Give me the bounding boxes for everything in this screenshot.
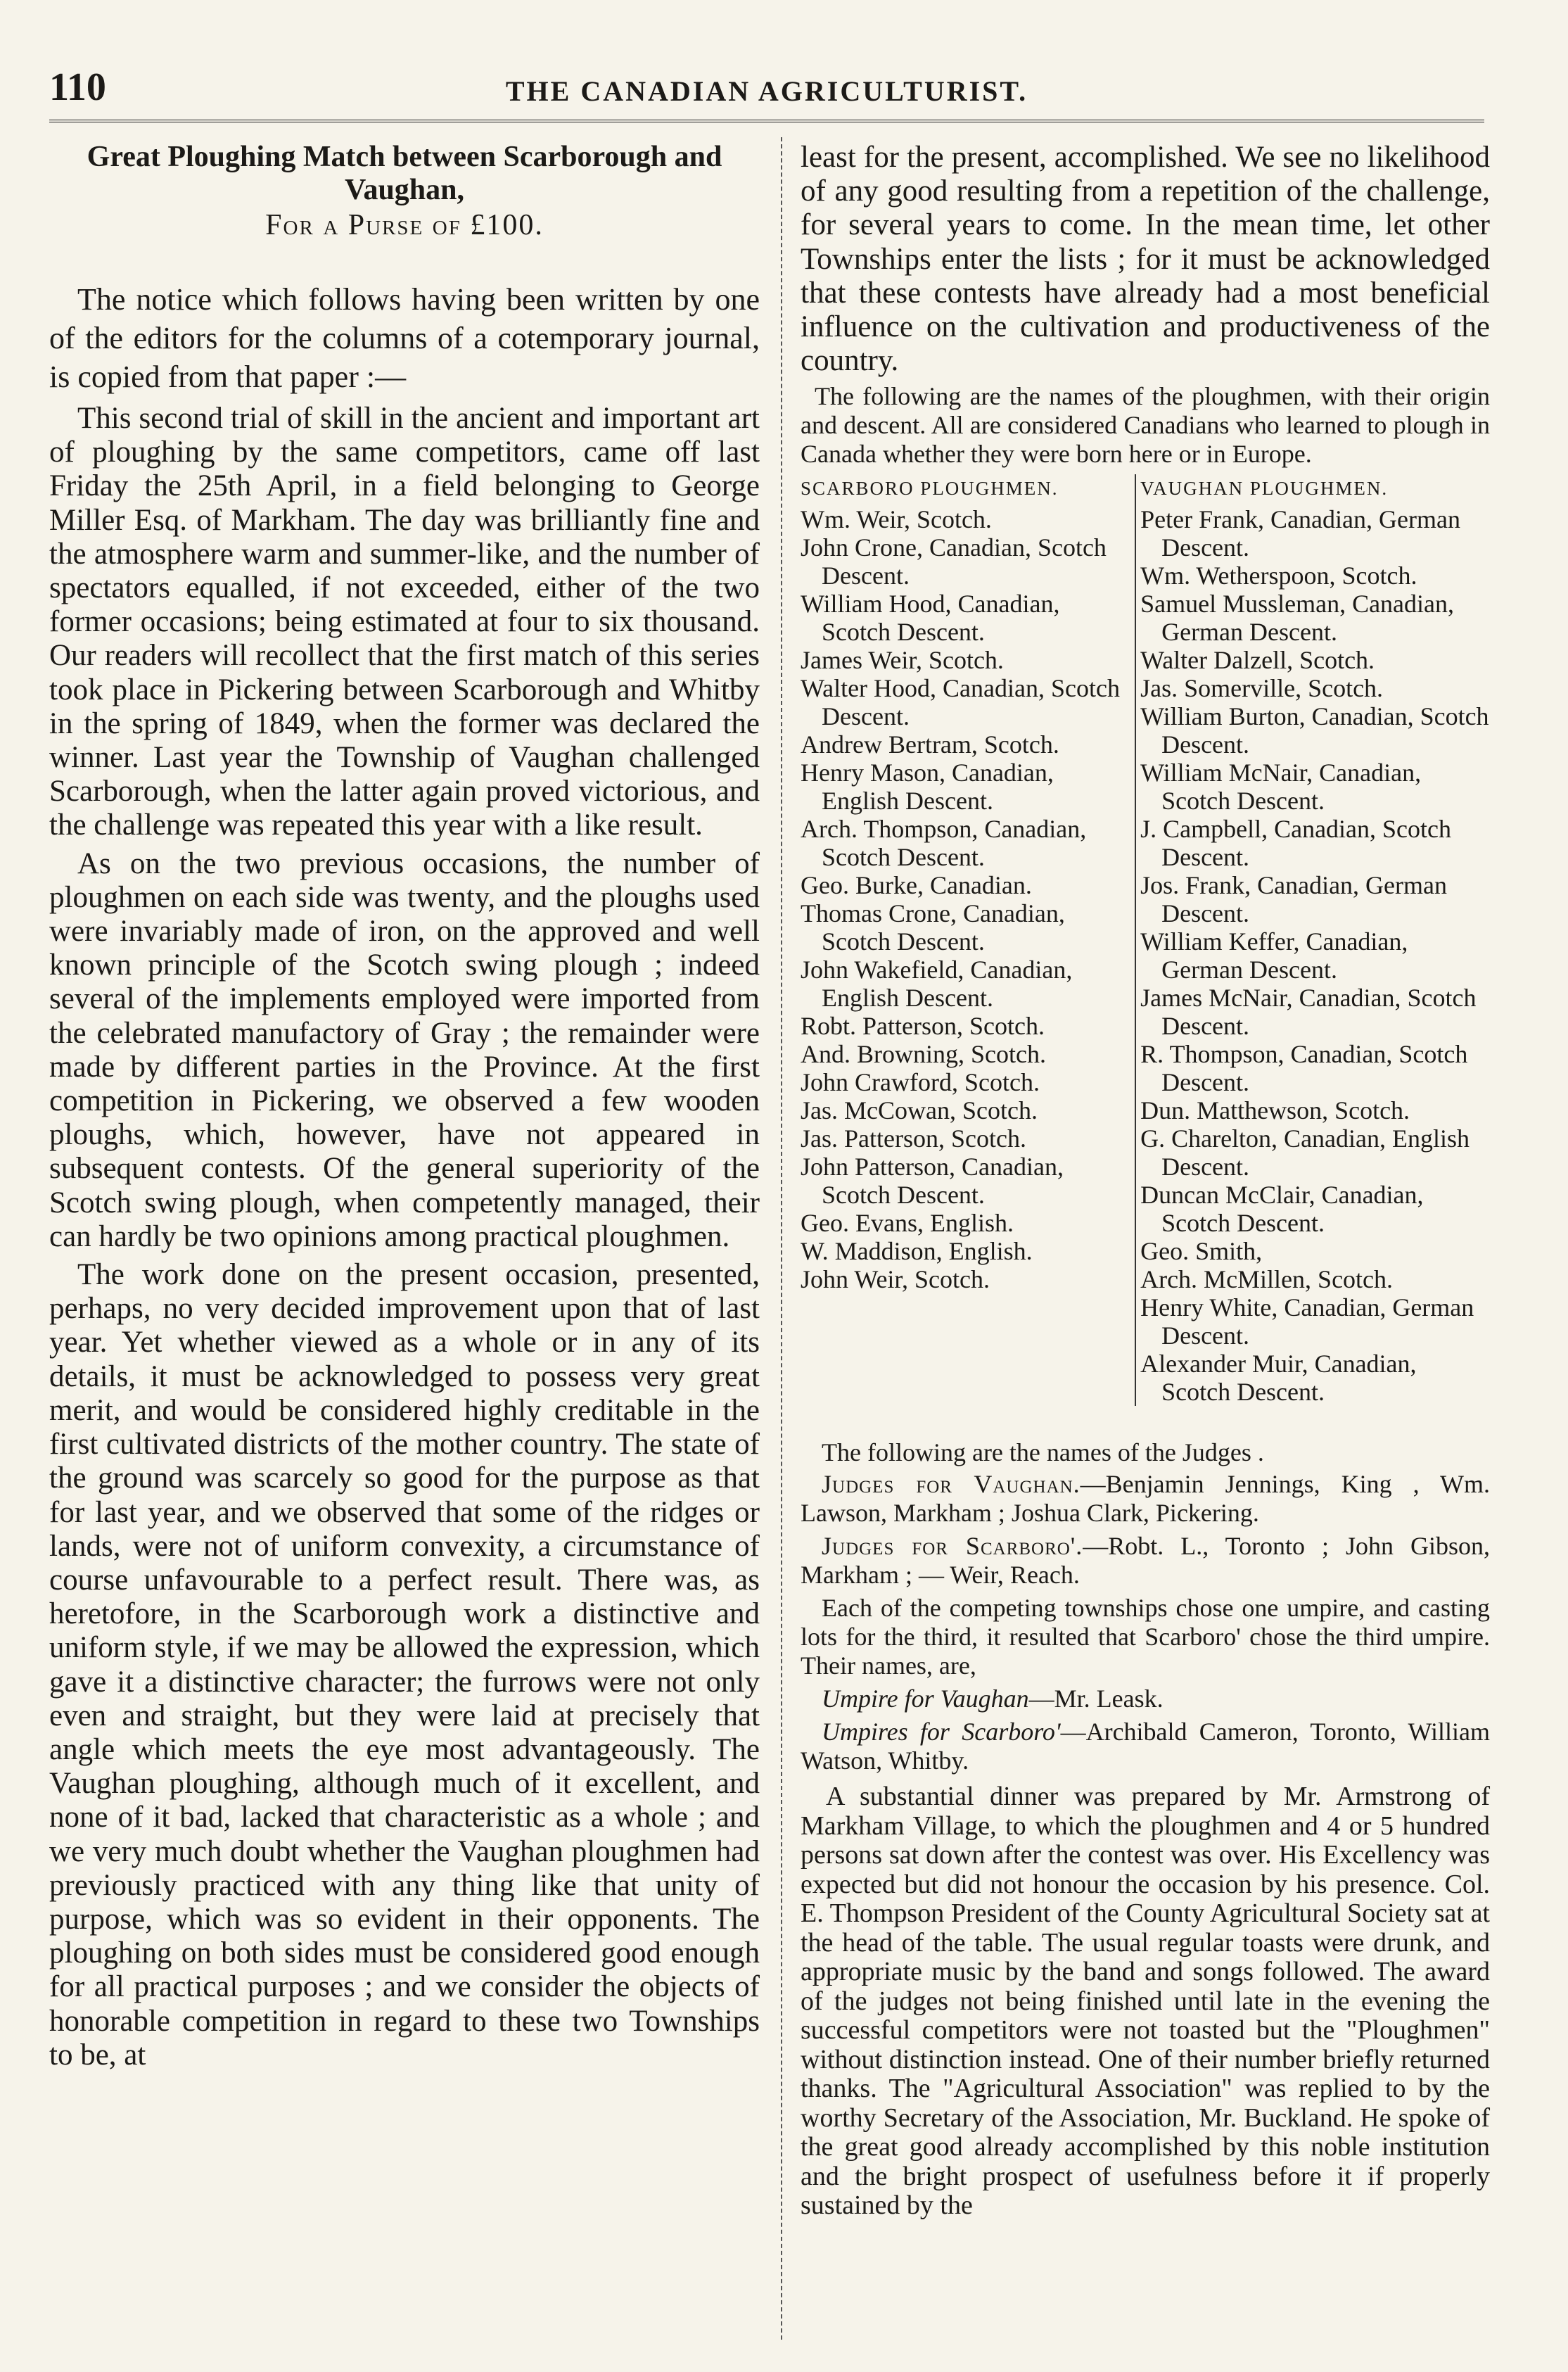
article-subtitle: For a Purse of £100. [265,209,544,241]
ploughman-entry: Walter Dalzell, Scotch. [1140,646,1375,675]
ploughman-entry: John Weir, Scotch. [801,1265,990,1294]
ploughman-entry: Samuel Mussleman, Canadian, German Descent. [1140,590,1455,647]
judges-vaughan [801,1470,1490,1528]
running-title: THE CANADIAN AGRICULTURIST. [505,75,1028,107]
column-divider [781,137,782,2340]
header-rule [49,120,1484,122]
umpire-selection: Each of the competing townships chose one umpire, and casting lots for the third, it resulted that Scarboro' chose the third umpire. Their names, are, [801,1594,1490,1680]
ploughman-entry: William Keffer, Canadian, German Descent. [1140,927,1408,984]
ploughman-entry: Dun. Matthewson, Scotch. [1140,1096,1410,1125]
ploughman-entry: Geo. Smith, [1140,1237,1263,1266]
judges-scarboro [801,1532,1490,1590]
right-column [801,141,1490,2225]
ploughman-entry: Geo. Burke, Canadian. [801,871,1032,900]
ploughman-entry: Andrew Bertram, Scotch. [801,730,1059,759]
ploughman-entry: Henry Mason, Canadian, English Descent. [801,759,1054,816]
ploughman-entry: Wm. Wetherspoon, Scotch. [1140,562,1417,590]
ploughman-entry: Duncan McClair, Canadian, Scotch Descent. [1140,1181,1424,1238]
ploughman-entry: Peter Frank, Canadian, German Descent. [1140,505,1460,562]
ploughman-entry: James Weir, Scotch. [801,646,1004,675]
ploughman-entry: W. Maddison, English. [801,1237,1033,1266]
ploughman-entry: William Hood, Canadian, Scotch Descent. [801,590,1060,647]
paragraph-intro: The notice which follows having been written by one of the editors for the columns of a cotemporary journal, is copied from that paper :— [49,282,760,394]
ploughman-entry: William Burton, Canadian, Scotch Descent. [1140,702,1489,759]
page-number: 110 [49,65,106,109]
vaughan-heading: VAUGHAN PLOUGHMEN. [1140,478,1389,500]
paragraph: This second trial of skill in the ancient and important art of ploughing by the same competitors, came off last Friday the 25th April, in a field belonging to George Miller Esq. of Markham. The day was brilliantly fine and the atmosphere warm and summer-like, and the number of spectators equalled, if not exceeded, either of the two former occasions; being estimated at four to six thousand. Our readers will recollect that the first match of this series took place in Pickering between Scarborough and Whitby in the spring of 1849, when the former was declared the winner. Last year the Township of Vaughan challenged Scarborough, when the latter again proved victorious, and the challenge was repeated this year with a like result. [49,402,760,842]
umpire-scarboro-label: Umpires for Scarboro' [822,1718,1061,1746]
ploughman-entry: Henry White, Canadian, German Descent. [1140,1293,1474,1350]
umpire-vaughan [801,1685,1490,1713]
ploughman-entry: Arch. McMillen, Scotch. [1140,1265,1394,1294]
ploughman-entry: John Crone, Canadian, Scotch Descent. [801,533,1107,590]
ploughman-entry: R. Thompson, Canadian, Scotch Descent. [1140,1040,1468,1097]
dinner-paragraph: A substantial dinner was prepared by Mr. Armstrong of Markham Village, to which the ploughmen and 4 or 5 hundred persons sat down after the contest was over. His Excellency was expected but did not honour the occasion by his presence. Col. E. Thompson President of the County Agricultural Society sat at the head of the table. The usual regular toasts were drunk, and appropriate music by the band and songs followed. The award of the judges not being finished until late in the evening the successful competitors were not toasted but the "Ploughmen" without distinction instead. One of their number briefly returned thanks. The "Agricultural Association" was replied to by the worthy Secretary of the Association, Mr. Buckland. He spoke of the great good already accomplished by this noble institution and the bright prospect of usefulness before it if properly sustained by the [801,1782,1490,2221]
ploughman-entry: John Crawford, Scotch. [801,1068,1040,1097]
ploughman-entry: Thomas Crone, Canadian, Scotch Descent. [801,899,1065,956]
paragraph-continued: least for the present, accomplished. We see no likelihood of any good resulting from a repetition of the challenge, for several years to come. In the mean time, let other Townships enter the lists ; for it must be acknowledged that these contests have already had a most beneficial influence on the cultivation and productiveness of the country. [801,141,1490,378]
ploughman-entry: Arch. Thompson, Canadian, Scotch Descent. [801,815,1087,872]
ploughman-entry: And. Browning, Scotch. [801,1040,1046,1069]
ploughman-entry: James McNair, Canadian, Scotch Descent. [1140,984,1477,1041]
judges-scarboro-label: Judges for Scarboro'. [822,1532,1083,1561]
scarboro-heading: SCARBORO PLOUGHMEN. [801,478,1059,500]
ploughman-entry: Geo. Evans, English. [801,1209,1014,1238]
umpire-scarboro-names: —Archibald Cameron, Toronto, William Watson, Whitby. [801,1718,1490,1775]
paragraph: The work done on the present occasion, presented, perhaps, no very decided improvement upon that of last year. Yet whether viewed as a whole or in any of its details, it must be acknowledged to possess very great merit, and would be considered highly creditable in the first cultivated districts of the mother country. The state of the ground was scarcely so good for the purpose as that for last year, and we observed that some of the ridges or lands, were not of uniform convexity, a circumstance of course unfavourable to a perfect result. There was, as heretofore, in the Scarborough work a distinctive and uniform style, if we may be allowed the expression, which gave it a distinctive character; the furrows were not only even and straight, but they were laid at precisely that angle which meets the eye most advantageously. The Vaughan ploughing, although much of it excellent, and none of it bad, lacked that characteristic as a whole ; and we very much doubt whether the Vaughan ploughmen had previously practiced with any thing like that unity of purpose, which was so evident in their opponents. The ploughing on both sides must be considered good enough for all practical purposes ; and we consider the objects of honorable competition in regard to these two Townships to be, at [49,1258,760,2072]
ploughman-entry: G. Charelton, Canadian, English Descent. [1140,1124,1470,1181]
ploughman-entry: J. Campbell, Canadian, Scotch Descent. [1140,815,1452,872]
ploughman-entry: Jos. Frank, Canadian, German Descent. [1140,871,1447,928]
ploughman-entry: John Patterson, Canadian, Scotch Descent. [801,1153,1064,1210]
judges-vaughan-label: Judges for Vaughan. [822,1470,1081,1499]
judges-scarboro-names: —Robt. L., Toronto ; John Gibson, Markham ; — Weir, Reach. [801,1532,1490,1590]
left-column [49,141,760,2076]
page-header [49,65,1484,114]
umpire-scarboro [801,1718,1490,1775]
ploughman-entry: William McNair, Canadian, Scotch Descent. [1140,759,1422,816]
judges-intro: The following are the names of the Judges . [822,1438,1264,1467]
ploughmen-roster [801,474,1490,1406]
roster-intro: The following are the names of the ploughmen, with their origin and descent. All are considered Canadians who learned to plough in Canada whether they were born here or in Europe. [801,382,1490,469]
ploughman-entry: Alexander Muir, Canadian, Scotch Descent. [1140,1350,1417,1407]
ploughman-entry: Walter Hood, Canadian, Scotch Descent. [801,674,1120,731]
ploughman-entry: Robt. Patterson, Scotch. [801,1012,1045,1041]
ploughman-entry: Jas. Patterson, Scotch. [801,1124,1026,1153]
umpire-vaughan-name: —Mr. Leask. [1028,1685,1164,1713]
ploughman-entry: Wm. Weir, Scotch. [801,505,992,534]
umpire-vaughan-label: Umpire for Vaughan [822,1685,1029,1713]
article-title: Great Ploughing Match between Scarborough and Vaughan, [87,141,722,206]
ploughman-entry: John Wakefield, Canadian, English Descent. [801,956,1073,1013]
vaughan-ploughmen-list [1135,474,1490,1406]
ploughman-entry: Jas. Somerville, Scotch. [1140,674,1384,703]
paragraph: As on the two previous occasions, the number of ploughmen on each side was twenty, and the ploughs used were invariably made of iron, on the approved and well known principle of the Scotch swing plough ; indeed several of the implements employed were imported from the celebrated manufactory of Gray ; the remainder were made by different parties in the Province. At the first competition in Pickering, we observed a few wooden ploughs, which, however, have not appeared in subsequent contests. Of the general superiority of the Scotch swing plough, when competently managed, their can hardly be two opinions among practical ploughmen. [49,846,760,1253]
judges-vaughan-names: —Benjamin Jennings, King , Wm. Lawson, Markham ; Joshua Clark, Pickering. [801,1470,1490,1528]
ploughman-entry: Jas. McCowan, Scotch. [801,1096,1038,1125]
scarboro-ploughmen-list [801,474,1135,1406]
